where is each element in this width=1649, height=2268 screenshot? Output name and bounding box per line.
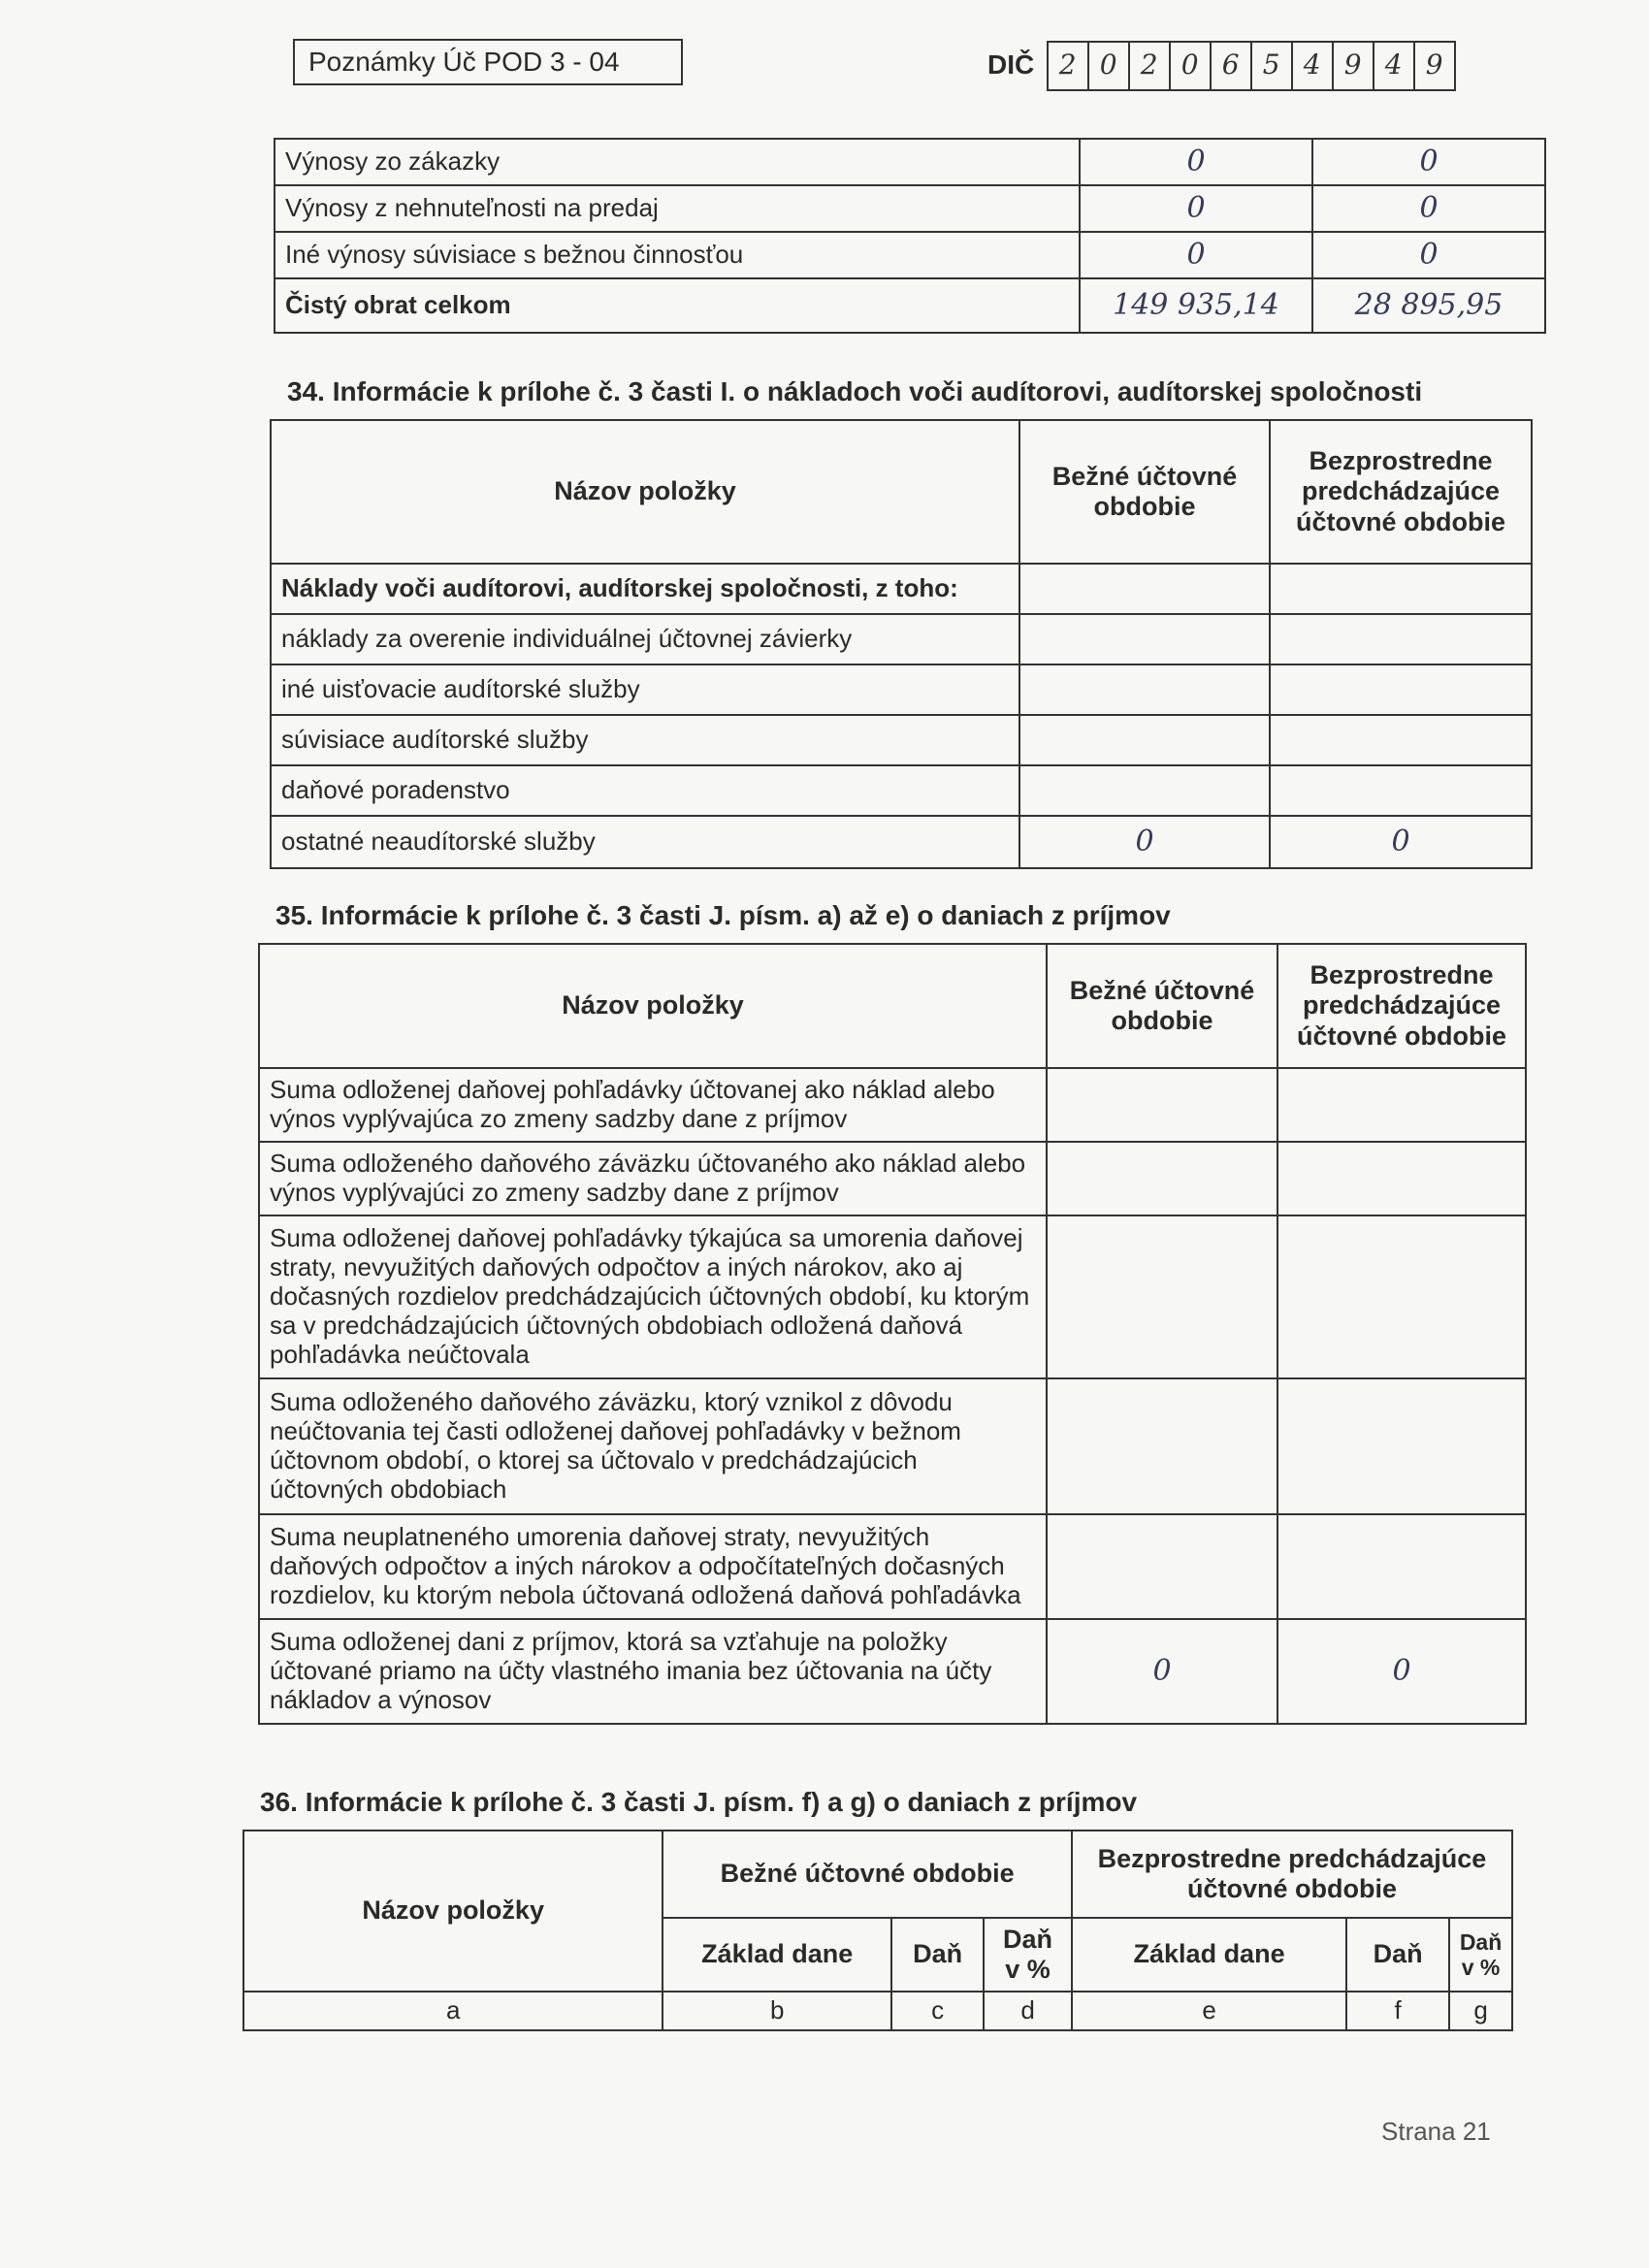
dic-digit: 4 xyxy=(1291,41,1334,91)
tax-header: Daň xyxy=(891,1918,984,1992)
previous-value: 0 xyxy=(1270,816,1532,868)
row-label: iné uisťovacie audítorské služby xyxy=(271,664,1019,715)
row-label: Výnosy zo zákazky xyxy=(275,139,1080,185)
base-header: Základ dane xyxy=(1072,1918,1346,1992)
previous-value: 0 xyxy=(1312,232,1545,278)
column-letter: g xyxy=(1449,1992,1512,2030)
dic-digit: 0 xyxy=(1087,41,1130,91)
col-name-header: Názov položky xyxy=(243,1831,663,1992)
base-header: Základ dane xyxy=(663,1918,891,1992)
current-value: 0 xyxy=(1019,816,1270,868)
row-label: Výnosy z nehnuteľnosti na predaj xyxy=(275,185,1080,232)
col-previous-header: Bezprostredne predchádzajúce účtovné obdobie xyxy=(1277,944,1526,1068)
column-letter: c xyxy=(891,1992,984,2030)
table-row xyxy=(271,816,1532,868)
dic-digit: 5 xyxy=(1250,41,1293,91)
table-row xyxy=(259,1514,1526,1619)
page-number: Strana 21 xyxy=(1381,2117,1491,2146)
table-row xyxy=(271,715,1532,765)
table-row xyxy=(271,765,1532,816)
table-row xyxy=(275,278,1545,333)
column-letter: e xyxy=(1072,1992,1346,2030)
column-letter: d xyxy=(984,1992,1072,2030)
tax-pct-header: Daň v % xyxy=(984,1918,1072,1992)
previous-value xyxy=(1270,564,1532,614)
table-row xyxy=(275,232,1545,278)
previous-value xyxy=(1270,715,1532,765)
current-value: 0 xyxy=(1080,232,1312,278)
current-value xyxy=(1047,1142,1277,1215)
previous-value xyxy=(1277,1514,1526,1619)
tax-header: Daň xyxy=(1346,1918,1449,1992)
row-label: Iné výnosy súvisiace s bežnou činnosťou xyxy=(275,232,1080,278)
dic-digit: 2 xyxy=(1128,41,1171,91)
current-value: 149 935,14 xyxy=(1080,278,1312,333)
previous-value xyxy=(1277,1142,1526,1215)
row-label: ostatné neaudítorské služby xyxy=(271,816,1019,868)
current-value xyxy=(1047,1514,1277,1619)
current-value xyxy=(1047,1068,1277,1142)
table-row xyxy=(259,1378,1526,1514)
poznamky-label xyxy=(293,39,683,85)
row-label: náklady za overenie individuálnej účtovnej závierky xyxy=(271,614,1019,664)
column-letter: f xyxy=(1346,1992,1449,2030)
revenue-table xyxy=(274,138,1546,334)
table-header-row xyxy=(243,1831,1512,1918)
section-34-title: 34. Informácie k prílohe č. 3 časti I. o nákladoch voči audítorovi, audítorskej spoločnosti xyxy=(287,376,1423,406)
current-value xyxy=(1019,614,1270,664)
col-current-header: Bežné účtovné obdobie xyxy=(1019,420,1270,564)
previous-value xyxy=(1270,765,1532,816)
dic-digit: 9 xyxy=(1332,41,1374,91)
table-row xyxy=(259,1068,1526,1142)
row-label: Suma odloženého daňového záväzku, ktorý vznikol z dôvodu neúčtovania tej časti odloženej daňovej pohľadávky v bežnom účtovnom období, o ktorej sa účtovalo v predchádzajúcich účtovných obdobiach xyxy=(259,1378,1047,1514)
row-label: Suma odloženej dani z príjmov, ktorá sa vzťahuje na položky účtované priamo na účty vlastného imania bez účtovania na účty nákladov a výnosov xyxy=(259,1619,1047,1724)
tax-pct-header: Daň v % xyxy=(1449,1918,1512,1992)
current-value xyxy=(1019,765,1270,816)
row-label: Suma odloženej daňovej pohľadávky týkajúca sa umorenia daňovej straty, nevyužitých daňových odpočtov a iných nárokov, ako aj dočasných rozdielov predchádzajúcich účtovných období, ku ktorým sa v predchádzajúcich účtovných obdobiach odložená daňová pohľadávka neúčtovala xyxy=(259,1215,1047,1378)
col-current-header: Bežné účtovné obdobie xyxy=(663,1831,1072,1918)
previous-value xyxy=(1270,614,1532,664)
col-previous-header: Bezprostredne predchádzajúce účtovné obdobie xyxy=(1072,1831,1512,1918)
poznamky-text: Poznámky Úč POD 3 - 04 xyxy=(308,47,620,77)
table-row xyxy=(259,1619,1526,1724)
table-header-row xyxy=(259,944,1526,1068)
dic-label: DIČ xyxy=(987,49,1035,80)
dic-digit: 2 xyxy=(1047,41,1089,91)
row-label: súvisiace audítorské služby xyxy=(271,715,1019,765)
row-label: Čistý obrat celkom xyxy=(275,278,1080,333)
section-35-table xyxy=(258,943,1527,1725)
previous-value: 28 895,95 xyxy=(1312,278,1545,333)
col-current-header: Bežné účtovné obdobie xyxy=(1047,944,1277,1068)
current-value: 0 xyxy=(1080,185,1312,232)
current-value xyxy=(1019,564,1270,614)
row-label: Suma odloženej daňovej pohľadávky účtovanej ako náklad alebo výnos vyplývajúca zo zmeny sadzby dane z príjmov xyxy=(259,1068,1047,1142)
column-letter: b xyxy=(663,1992,891,2030)
previous-value: 0 xyxy=(1312,139,1545,185)
table-row xyxy=(259,1215,1526,1378)
previous-value: 0 xyxy=(1277,1619,1526,1724)
dic-digit: 9 xyxy=(1413,41,1456,91)
table-row xyxy=(275,185,1545,232)
column-letter: a xyxy=(243,1992,663,2030)
previous-value xyxy=(1277,1068,1526,1142)
col-name-header: Názov položky xyxy=(271,420,1019,564)
previous-value xyxy=(1277,1378,1526,1514)
current-value xyxy=(1019,715,1270,765)
col-previous-header: Bezprostredne predchádzajúce účtovné obdobie xyxy=(1270,420,1532,564)
current-value xyxy=(1019,664,1270,715)
table-row xyxy=(271,564,1532,614)
table-row xyxy=(271,614,1532,664)
dic-digit: 4 xyxy=(1373,41,1415,91)
letters-row xyxy=(243,1992,1512,2030)
table-row xyxy=(259,1142,1526,1215)
previous-value xyxy=(1270,664,1532,715)
row-label: Suma odloženého daňového záväzku účtovaného ako náklad alebo výnos vyplývajúci zo zmeny sadzby dane z príjmov xyxy=(259,1142,1047,1215)
dic-digit: 0 xyxy=(1169,41,1212,91)
section-34-table xyxy=(270,419,1533,869)
table-row xyxy=(271,664,1532,715)
current-value: 0 xyxy=(1080,139,1312,185)
section-36-title: 36. Informácie k prílohe č. 3 časti J. písm. f) a g) o daniach z príjmov xyxy=(260,1787,1138,1817)
row-label: Náklady voči audítorovi, audítorskej spoločnosti, z toho: xyxy=(271,564,1019,614)
current-value xyxy=(1047,1215,1277,1378)
row-label: daňové poradenstvo xyxy=(271,765,1019,816)
dic-digit: 6 xyxy=(1210,41,1252,91)
section-36-table xyxy=(242,1830,1513,2031)
table-header-row xyxy=(271,420,1532,564)
section-35-title: 35. Informácie k prílohe č. 3 časti J. písm. a) až e) o daniach z príjmov xyxy=(275,900,1171,930)
table-row xyxy=(275,139,1545,185)
dic-field xyxy=(987,41,1454,91)
row-label: Suma neuplatneného umorenia daňovej straty, nevyužitých daňových odpočtov a iných nárokov a odpočítateľných dočasných rozdielov, ku ktorým nebola účtovaná odložená daňová pohľadávka xyxy=(259,1514,1047,1619)
current-value: 0 xyxy=(1047,1619,1277,1724)
previous-value xyxy=(1277,1215,1526,1378)
col-name-header: Názov položky xyxy=(259,944,1047,1068)
previous-value: 0 xyxy=(1312,185,1545,232)
current-value xyxy=(1047,1378,1277,1514)
